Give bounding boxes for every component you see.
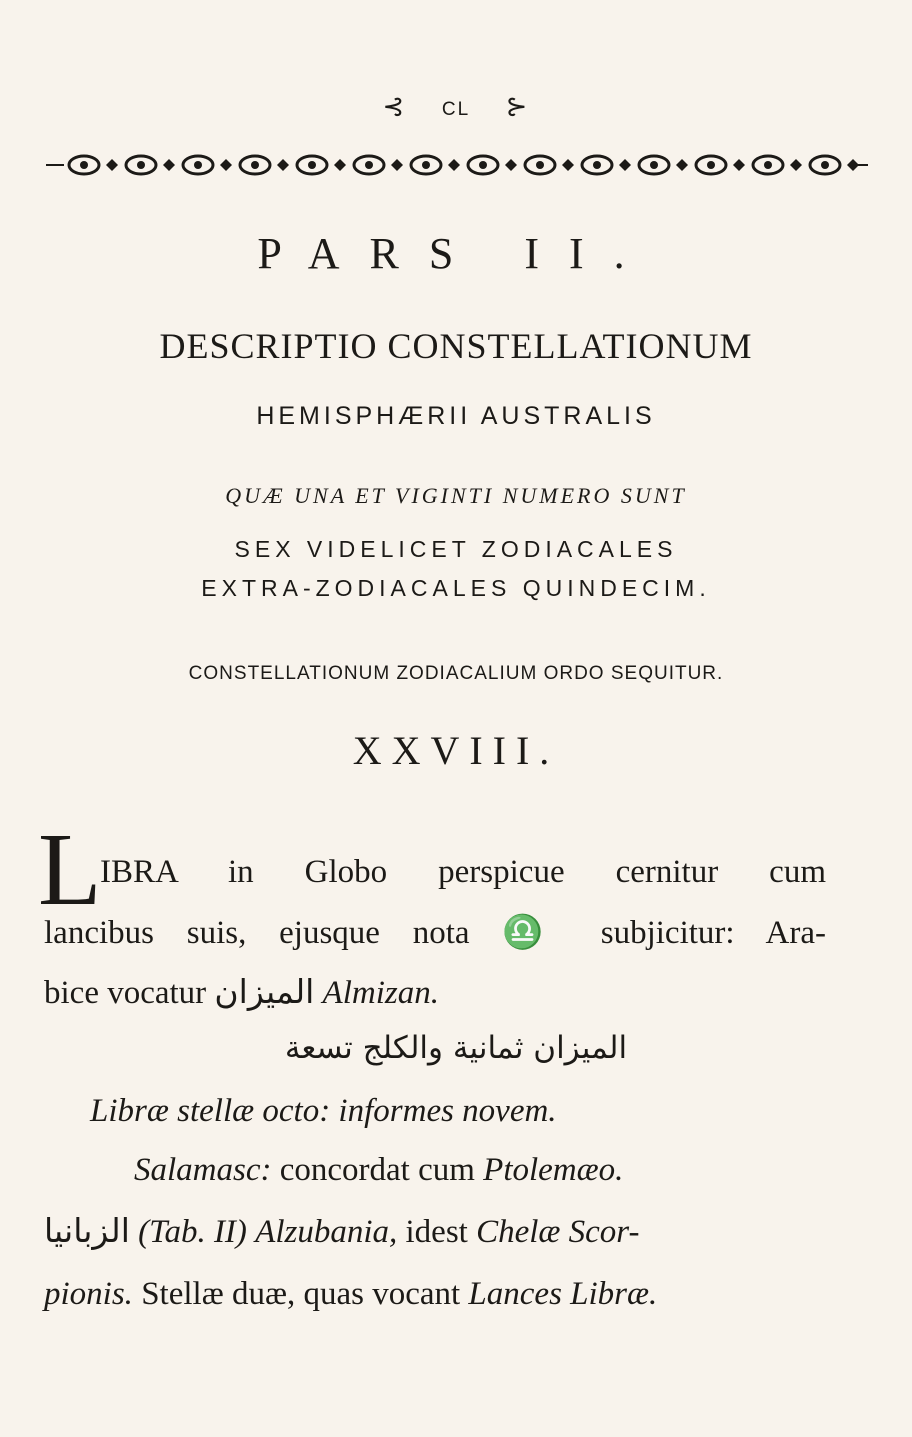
author-name: Salamasc:: [134, 1152, 272, 1188]
ornamental-border-icon: [44, 148, 870, 182]
italic-subtitle: QUÆ UNA ET VIGINTI NUMERO SUNT: [225, 483, 687, 508]
latin-name: Chelæ Scor-: [476, 1214, 640, 1250]
subtitle-line-1: SEX VIDELICET ZODIACALES: [234, 536, 678, 562]
page-header: [0, 92, 912, 122]
part-title: PARS II.: [257, 229, 655, 278]
arabic-line: الميزان ثمانية والكلج تسعة: [284, 1030, 628, 1066]
subtitle-line-2: EXTRA-ZODIACALES QUINDECIM.: [201, 575, 711, 601]
main-title: DESCRIPTIO CONSTELLATIONUM: [159, 326, 753, 366]
latin-name-end: pionis.: [44, 1276, 133, 1312]
table-reference: (Tab. II) Alzubania,: [138, 1214, 398, 1250]
body-line-7-text: idest: [405, 1214, 468, 1250]
body-line-5: Libræ stellæ octo: informes novem.: [90, 1093, 557, 1129]
body-line-6: [134, 1152, 912, 1189]
arabic-word: الميزان: [214, 972, 315, 1011]
body-line-8: [44, 1276, 826, 1313]
body-line-2: lancibus suis, ejusque nota ♎ subjicitur: Ara-: [44, 915, 826, 951]
ornament-left-icon: ⊰: [382, 92, 407, 121]
ornament-right-icon: ⊱: [505, 92, 530, 121]
sub-title: HEMISPHÆRII AUSTRALIS: [256, 402, 656, 430]
body-line-1: IBRA in Globo perspicue cernitur cum: [100, 854, 826, 890]
author-name-2: Ptolemæo.: [483, 1152, 624, 1188]
drop-cap: L: [38, 812, 102, 927]
order-line: CONSTELLATIONUM ZODIACALIUM ORDO SEQUITUR.: [188, 663, 724, 684]
body-line-7: [44, 1211, 826, 1251]
transliteration: Almizan.: [322, 975, 439, 1011]
body-line-8-text: Stellæ duæ, quas vocant: [141, 1276, 461, 1312]
arabic-word-2: الزبانيا: [44, 1211, 130, 1250]
body-line-3: [44, 972, 826, 1012]
body-line-3-text: bice vocatur: [44, 975, 207, 1011]
chapter-number: XXVIII.: [352, 728, 560, 773]
page-number: CL: [441, 99, 471, 120]
latin-name-2: Lances Libræ.: [468, 1276, 658, 1312]
body-line-6-text: concordat cum: [279, 1152, 475, 1188]
